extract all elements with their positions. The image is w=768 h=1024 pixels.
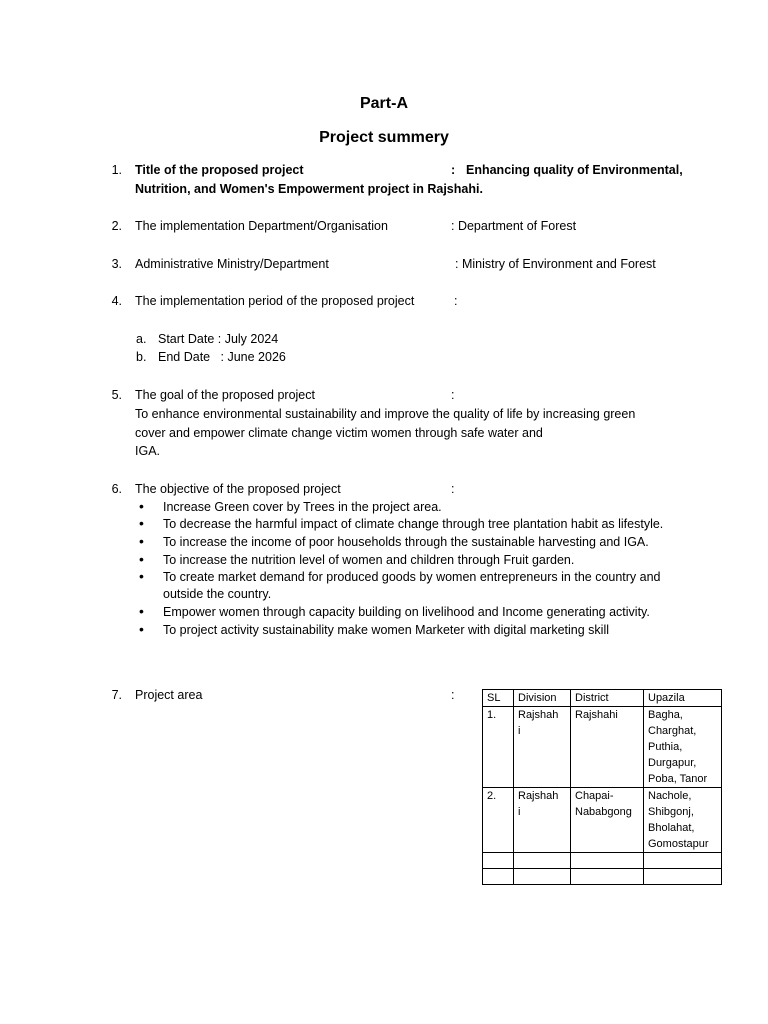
empty-cell (483, 869, 514, 885)
objective-item: To project activity sustainability make women Marketer with digital marketing skill (163, 623, 609, 637)
item-number: 7. (111, 688, 122, 702)
item-label: The goal of the proposed project (135, 388, 315, 402)
item-value: Enhancing quality of Environmental, (466, 163, 683, 177)
project-area-table (482, 689, 722, 885)
item-colon: : (451, 163, 456, 177)
table-row-empty (483, 853, 722, 869)
item-colon: : (454, 294, 458, 308)
empty-cell (571, 853, 644, 869)
objective-item: To create market demand for produced goods by women entrepreneurs in the country and (163, 570, 661, 584)
cell-line: i (518, 806, 521, 818)
bullet-icon: • (139, 621, 144, 637)
end-date: End Date : June 2026 (158, 350, 286, 364)
cell-upazila (644, 788, 722, 853)
cell-line: i (518, 725, 521, 737)
objective-item: Empower women through capacity building on livelihood and Income generating activity. (163, 605, 650, 619)
cell-line: Rajshah (518, 790, 559, 802)
cell-line: Nachole, (648, 790, 692, 802)
item-number: 1. (111, 163, 122, 177)
header-sl: SL (483, 690, 514, 707)
bullet-icon: • (139, 498, 144, 514)
bullet-icon: • (139, 551, 144, 567)
empty-cell (483, 853, 514, 869)
item-number: 6. (111, 482, 122, 496)
table-header-row (483, 690, 722, 707)
item-label: Title of the proposed project (135, 163, 304, 177)
sub-item-marker: a. (136, 332, 147, 346)
cell-line: Charghat, (648, 725, 697, 737)
item-value: : Department of Forest (451, 219, 577, 233)
page-title: Project summery (319, 129, 449, 146)
cell-district (571, 707, 644, 788)
goal-text-line: To enhance environmental sustainability and improve the quality of life by increasing green (135, 407, 636, 421)
objective-item-continued: outside the country. (163, 587, 272, 601)
cell-line: Rajshahi (575, 709, 618, 721)
cell-line: Bagha, (648, 709, 683, 721)
goal-text-line: cover and empower climate change victim women through safe water and (135, 426, 543, 440)
cell-line: Durgapur, (648, 757, 697, 769)
item-value: : Ministry of Environment and Forest (455, 257, 656, 271)
table-row-empty (483, 869, 722, 885)
cell-line: Rajshah (518, 709, 559, 721)
objective-item: To increase the income of poor households through the sustainable harvesting and IGA. (163, 535, 649, 549)
bullet-icon: • (139, 515, 144, 531)
empty-cell (514, 869, 571, 885)
empty-cell (514, 853, 571, 869)
cell-district (571, 788, 644, 853)
table-row (483, 788, 722, 853)
header-upazila: Upazila (644, 690, 722, 707)
objective-item: To decrease the harmful impact of climate change through tree plantation habit as lifestyle. (163, 517, 664, 531)
cell-line: Chapai- (575, 790, 614, 802)
part-title: Part-A (359, 95, 408, 112)
cell-sl: 1. (483, 707, 514, 788)
cell-line: Poba, Tanor (648, 773, 708, 785)
cell-sl: 2. (483, 788, 514, 853)
item-value-continued: Nutrition, and Women's Empowerment project in Rajshahi. (135, 182, 483, 196)
item-number: 3. (111, 257, 122, 271)
empty-cell (571, 869, 644, 885)
item-number: 5. (111, 388, 122, 402)
cell-upazila (644, 707, 722, 788)
item-label: The implementation period of the proposed project (135, 294, 415, 308)
item-number: 2. (111, 219, 122, 233)
cell-line: Puthia, (648, 741, 683, 753)
item-label: The objective of the proposed project (135, 482, 341, 496)
objective-item: To increase the nutrition level of women and children through Fruit garden. (163, 553, 575, 567)
item-colon: : (451, 388, 455, 402)
header-district: District (571, 690, 644, 707)
bullet-icon: • (139, 533, 144, 549)
item-label: Administrative Ministry/Department (135, 257, 329, 271)
cell-line: Gomostapur (648, 838, 709, 850)
item-label: Project area (135, 688, 203, 702)
empty-cell (644, 853, 722, 869)
start-date: Start Date : July 2024 (158, 332, 279, 346)
bullet-icon: • (139, 603, 144, 619)
empty-cell (644, 869, 722, 885)
table-row (483, 707, 722, 788)
item-colon: : (451, 688, 455, 702)
objective-item: Increase Green cover by Trees in the project area. (163, 500, 442, 514)
sub-item-marker: b. (136, 350, 147, 364)
item-number: 4. (111, 294, 122, 308)
cell-line: Shibgonj, (648, 806, 694, 818)
cell-line: Nababgong (575, 806, 632, 818)
header-division: Division (514, 690, 571, 707)
item-colon: : (451, 482, 455, 496)
item-label: The implementation Department/Organisation (135, 219, 388, 233)
cell-division (514, 707, 571, 788)
cell-division (514, 788, 571, 853)
cell-line: Bholahat, (648, 822, 695, 834)
bullet-icon: • (139, 568, 144, 584)
goal-text-line: IGA. (135, 444, 161, 458)
